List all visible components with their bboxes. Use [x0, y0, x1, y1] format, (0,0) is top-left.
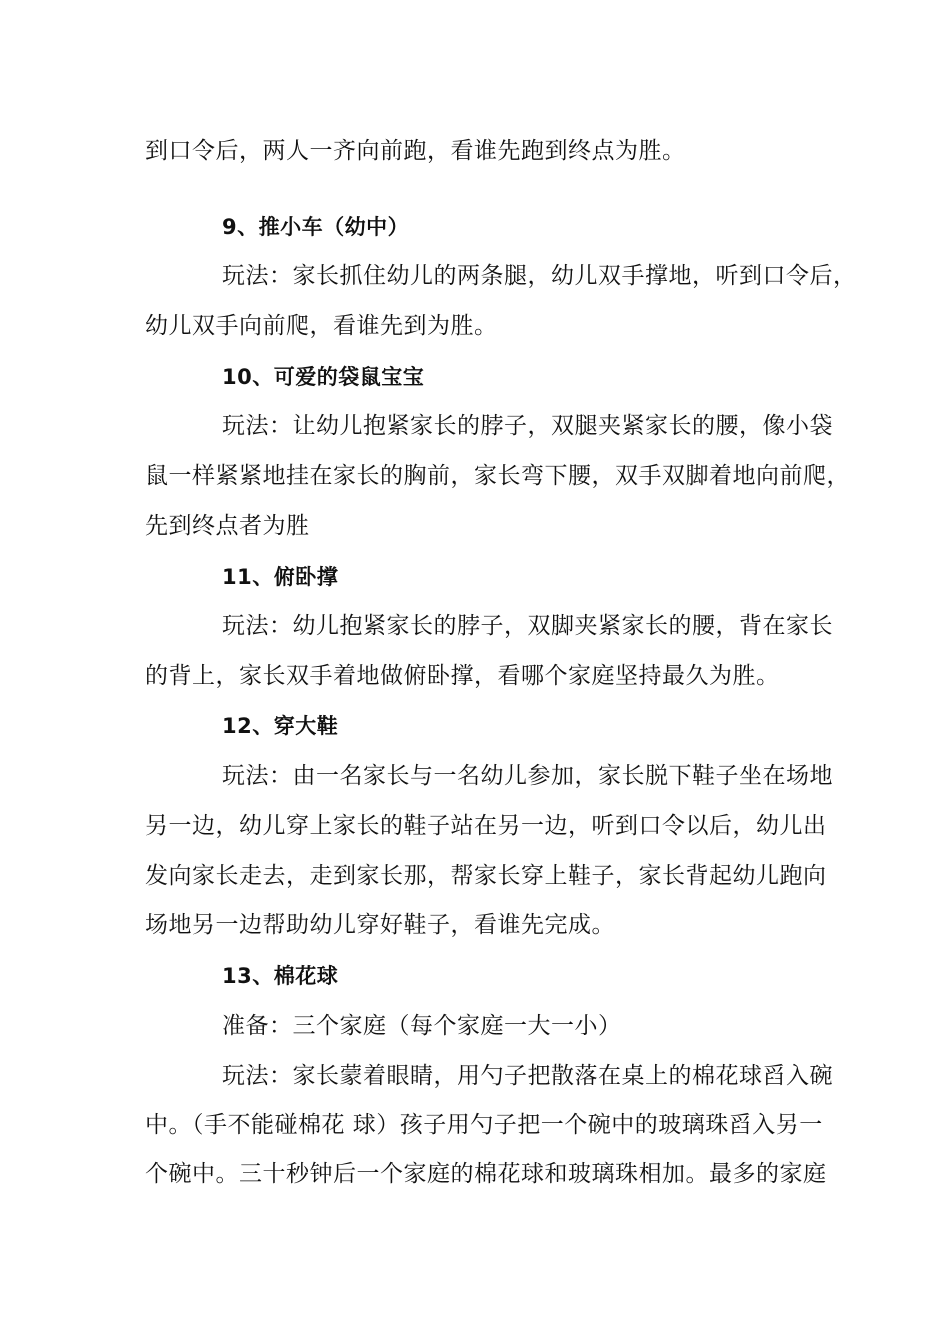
paragraph-line: 个碗中。三十秒钟后一个家庭的棉花球和玻璃珠相加。最多的家庭 [145, 1161, 827, 1187]
paragraph-line: 场地另一边帮助幼儿穿好鞋子，看谁先完成。 [145, 912, 615, 938]
paragraph-line: 玩法：家长蒙着眼睛，用勺子把散落在桌上的棉花球舀入碗 [222, 1063, 833, 1089]
section-heading: 10、可爱的袋鼠宝宝 [222, 365, 425, 389]
paragraph-line: 到口令后，两人一齐向前跑，看谁先跑到终点为胜。 [145, 138, 686, 164]
paragraph-line: 先到终点者为胜 [145, 513, 310, 539]
paragraph-line: 玩法：家长抓住幼儿的两条腿，幼儿双手撑地，听到口令后， [222, 263, 857, 289]
paragraph-line: 准备：三个家庭（每个家庭一大一小） [222, 1013, 622, 1039]
paragraph-line: 玩法：幼儿抱紧家长的脖子，双脚夹紧家长的腰，背在家长 [222, 613, 833, 639]
section-heading: 13、棉花球 [222, 964, 339, 988]
paragraph-line: 另一边，幼儿穿上家长的鞋子站在另一边，听到口令以后，幼儿出 [145, 813, 827, 839]
paragraph-line: 中。（手不能碰棉花 球）孩子用勺子把一个碗中的玻璃珠舀入另一 [145, 1112, 823, 1138]
paragraph-line: 的背上，家长双手着地做俯卧撑，看哪个家庭坚持最久为胜。 [145, 663, 780, 689]
section-heading: 9、推小车（幼中） [222, 215, 410, 239]
section-heading: 11、俯卧撑 [222, 565, 339, 589]
paragraph-line: 玩法：由一名家长与一名幼儿参加，家长脱下鞋子坐在场地 [222, 763, 833, 789]
paragraph-line: 幼儿双手向前爬，看谁先到为胜。 [145, 313, 498, 339]
section-heading: 12、穿大鞋 [222, 714, 339, 738]
paragraph-line: 发向家长走去，走到家长那，帮家长穿上鞋子，家长背起幼儿跑向 [145, 863, 827, 889]
paragraph-line: 鼠一样紧紧地挂在家长的胸前，家长弯下腰，双手双脚着地向前爬， [145, 463, 850, 489]
paragraph-line: 玩法：让幼儿抱紧家长的脖子，双腿夹紧家长的腰，像小袋 [222, 413, 833, 439]
